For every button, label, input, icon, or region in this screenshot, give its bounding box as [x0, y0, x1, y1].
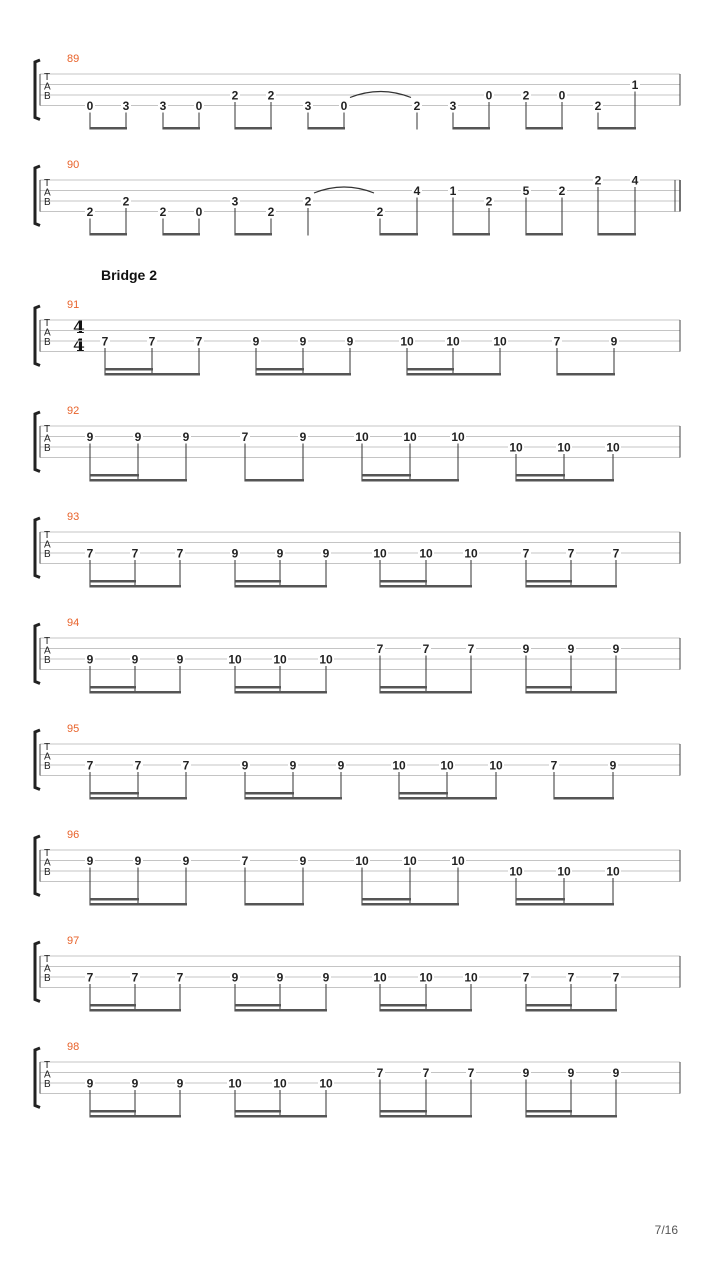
fret-number: 2	[159, 205, 167, 219]
beam	[245, 797, 342, 800]
time-signature-top: 4	[73, 318, 85, 338]
beam	[90, 797, 187, 800]
fret-number: 9	[289, 758, 297, 773]
fret-number: 9	[522, 642, 530, 656]
fret-number: 10	[451, 430, 465, 444]
fret-number: 10	[355, 854, 369, 868]
fret-number: 7	[148, 334, 156, 349]
fret-number: 2	[376, 205, 384, 219]
beam	[245, 479, 304, 482]
system-bracket	[35, 166, 40, 226]
fret-number: 7	[376, 642, 384, 656]
fret-number: 9	[299, 430, 307, 444]
tab-letter: A	[44, 1069, 51, 1081]
beam-secondary	[526, 580, 572, 583]
system-bracket	[35, 836, 40, 896]
beam-secondary	[526, 1004, 572, 1007]
fret-number: 9	[567, 1066, 575, 1080]
fret-number: 7	[467, 642, 475, 656]
fret-number: 2	[86, 205, 94, 219]
beam	[235, 585, 327, 588]
time-signature-bottom: 4	[73, 336, 85, 356]
fret-number: 10	[489, 758, 503, 773]
measure-number: 90	[67, 159, 80, 171]
tab-system-89	[35, 53, 680, 130]
beam	[526, 1009, 617, 1012]
fret-number: 9	[231, 546, 239, 561]
section-label: Bridge 2	[101, 267, 158, 283]
fret-number: 7	[612, 970, 620, 985]
tab-letter: B	[44, 91, 51, 102]
beam	[90, 127, 127, 130]
fret-number: 5	[522, 184, 530, 198]
fret-number: 0	[340, 99, 348, 113]
fret-number: 2	[231, 88, 239, 103]
tab-letter: A	[44, 963, 51, 975]
fret-number: 9	[134, 430, 142, 444]
fret-number: 9	[322, 546, 330, 561]
fret-number: 10	[419, 546, 433, 561]
beam	[90, 903, 187, 906]
measure-number: 97	[67, 935, 80, 947]
fret-number: 9	[337, 758, 345, 773]
fret-number: 9	[609, 758, 617, 773]
beam	[90, 479, 187, 482]
fret-number: 7	[131, 970, 139, 985]
fret-number: 2	[522, 88, 530, 103]
fret-number: 9	[176, 1076, 184, 1091]
measure-number: 98	[67, 1041, 80, 1053]
fret-number: 10	[273, 652, 287, 667]
fret-number: 3	[231, 194, 239, 209]
fret-number: 10	[557, 864, 571, 879]
tab-letter: A	[44, 327, 51, 339]
measure-number: 96	[67, 829, 80, 841]
fret-number: 9	[299, 854, 307, 868]
beam-secondary	[235, 686, 281, 689]
fret-number: 9	[86, 652, 94, 667]
beam	[362, 903, 459, 906]
beam	[235, 233, 272, 236]
fret-number: 10	[373, 546, 387, 561]
beam	[526, 585, 617, 588]
fret-number: 4	[631, 173, 639, 188]
tab-letter: B	[44, 1079, 51, 1090]
fret-number: 9	[134, 854, 142, 868]
fret-number: 3	[122, 99, 130, 113]
beam-secondary	[90, 474, 139, 477]
beam	[235, 1115, 327, 1118]
fret-number: 10	[403, 430, 417, 444]
fret-number: 7	[567, 546, 575, 561]
fret-number: 4	[413, 184, 421, 198]
fret-number: 10	[606, 440, 620, 455]
page-number: 7/16	[654, 1223, 678, 1237]
beam-secondary	[90, 898, 139, 901]
tab-letter: T	[44, 742, 51, 753]
tab-system-95	[35, 723, 680, 800]
fret-number: 9	[252, 334, 260, 349]
beam	[308, 127, 345, 130]
fret-number: 10	[509, 440, 523, 455]
fret-number: 10	[392, 758, 406, 773]
beam-secondary	[362, 474, 411, 477]
fret-number: 2	[304, 194, 312, 209]
fret-number: 7	[86, 970, 94, 985]
beam	[235, 691, 327, 694]
fret-number: 7	[567, 970, 575, 985]
beam	[453, 233, 490, 236]
fret-number: 9	[322, 970, 330, 985]
tab-letter: T	[44, 848, 51, 859]
beam	[526, 127, 563, 130]
beam-secondary	[90, 792, 139, 795]
fret-number: 2	[594, 173, 602, 188]
fret-number: 0	[195, 99, 203, 113]
beam-secondary	[105, 368, 153, 371]
fret-number: 2	[122, 194, 130, 209]
fret-number: 7	[182, 758, 190, 773]
fret-number: 10	[440, 758, 454, 773]
tab-letter: T	[44, 424, 51, 435]
fret-number: 2	[558, 184, 566, 198]
tab-letter: B	[44, 337, 51, 348]
tab-letter: A	[44, 539, 51, 551]
tab-letter: T	[44, 318, 51, 329]
beam	[526, 1115, 617, 1118]
fret-number: 9	[231, 970, 239, 985]
beam	[526, 691, 617, 694]
fret-number: 1	[449, 184, 457, 198]
fret-number: 10	[273, 1076, 287, 1091]
fret-number: 3	[449, 99, 457, 113]
time-signature	[73, 318, 85, 356]
measure-number: 94	[67, 617, 80, 629]
measure-number: 91	[67, 299, 80, 311]
beam-secondary	[516, 474, 565, 477]
beam-secondary	[235, 1110, 281, 1113]
fret-number: 9	[182, 430, 190, 444]
fret-number: 9	[131, 652, 139, 667]
beam	[557, 373, 615, 376]
fret-number: 7	[422, 1066, 430, 1080]
fret-number: 0	[195, 205, 203, 219]
beam-secondary	[235, 1004, 281, 1007]
tab-letter: B	[44, 197, 51, 208]
fret-number: 9	[176, 652, 184, 667]
measure-number: 95	[67, 723, 80, 735]
fret-number: 7	[176, 546, 184, 561]
beam	[163, 233, 200, 236]
system-bracket	[35, 624, 40, 684]
beam-secondary	[256, 368, 304, 371]
tab-system-90	[35, 159, 680, 236]
fret-number: 9	[276, 546, 284, 561]
fret-number: 7	[101, 334, 109, 349]
tab-letter: A	[44, 857, 51, 869]
fret-number: 9	[86, 430, 94, 444]
fret-number: 9	[522, 1066, 530, 1080]
beam	[598, 127, 636, 130]
beam-secondary	[90, 1004, 136, 1007]
fret-number: 10	[319, 1076, 333, 1091]
fret-number: 9	[346, 334, 354, 349]
beam	[235, 1009, 327, 1012]
beam	[598, 233, 636, 236]
tab-system-97	[35, 935, 680, 1012]
fret-number: 7	[612, 546, 620, 561]
fret-number: 10	[606, 864, 620, 879]
fret-number: 2	[267, 205, 275, 219]
fret-number: 9	[612, 1066, 620, 1080]
fret-number: 9	[182, 854, 190, 868]
tab-letter: B	[44, 549, 51, 560]
beam	[90, 233, 127, 236]
beam	[516, 479, 614, 482]
system-bracket	[35, 730, 40, 790]
beam-secondary	[380, 1004, 427, 1007]
fret-number: 9	[131, 1076, 139, 1091]
tab-letter: A	[44, 187, 51, 199]
fret-number: 7	[553, 334, 561, 349]
beam	[90, 1115, 181, 1118]
fret-number: 7	[131, 546, 139, 561]
tab-system-93	[35, 511, 680, 588]
beam	[90, 1009, 181, 1012]
system-bracket	[35, 942, 40, 1002]
beam	[380, 585, 472, 588]
fret-number: 10	[464, 970, 478, 985]
beam-secondary	[90, 1110, 136, 1113]
fret-number: 9	[276, 970, 284, 985]
tab-letter: A	[44, 751, 51, 763]
beam-secondary	[362, 898, 411, 901]
tab-letter: T	[44, 1060, 51, 1071]
beam-secondary	[245, 792, 294, 795]
beam-secondary	[235, 580, 281, 583]
beam	[554, 797, 614, 800]
fret-number: 0	[86, 99, 94, 113]
fret-number: 7	[522, 546, 530, 561]
fret-number: 9	[86, 854, 94, 868]
beam-secondary	[516, 898, 565, 901]
beam-secondary	[407, 368, 454, 371]
fret-number: 10	[373, 970, 387, 985]
fret-number: 9	[610, 334, 618, 349]
tab-letter: B	[44, 655, 51, 666]
fret-number: 7	[241, 430, 249, 444]
fret-number: 10	[451, 854, 465, 868]
system-bracket	[35, 518, 40, 578]
fret-number: 9	[86, 1076, 94, 1091]
fret-number: 9	[241, 758, 249, 773]
fret-number: 10	[400, 334, 414, 349]
beam	[380, 691, 472, 694]
tab-letter: T	[44, 72, 51, 83]
beam	[526, 233, 563, 236]
fret-number: 7	[522, 970, 530, 985]
beam-secondary	[380, 686, 427, 689]
tab-letter: B	[44, 443, 51, 454]
beam	[235, 127, 272, 130]
beam	[245, 903, 304, 906]
beam	[362, 479, 459, 482]
system-bracket	[35, 60, 40, 120]
fret-number: 2	[594, 99, 602, 113]
fret-number: 10	[403, 854, 417, 868]
fret-number: 10	[355, 430, 369, 444]
beam	[453, 127, 490, 130]
fret-number: 10	[464, 546, 478, 561]
beam-secondary	[380, 580, 427, 583]
fret-number: 10	[493, 334, 507, 349]
beam-secondary	[526, 686, 572, 689]
fret-number: 9	[567, 642, 575, 656]
fret-number: 7	[86, 758, 94, 773]
beam	[90, 691, 181, 694]
fret-number: 2	[485, 194, 493, 209]
tab-letter: T	[44, 636, 51, 647]
beam	[163, 127, 200, 130]
tab-letter: T	[44, 530, 51, 541]
system-bracket	[35, 1048, 40, 1108]
tab-letter: T	[44, 954, 51, 965]
fret-number: 2	[413, 99, 421, 113]
beam-secondary	[526, 1110, 572, 1113]
beam	[380, 1115, 472, 1118]
fret-number: 3	[304, 99, 312, 113]
fret-number: 9	[299, 334, 307, 349]
fret-number: 10	[509, 864, 523, 879]
tab-system-98	[35, 1041, 680, 1118]
fret-number: 7	[241, 854, 249, 868]
beam	[380, 233, 418, 236]
fret-number: 10	[446, 334, 460, 349]
tab-letter: A	[44, 645, 51, 657]
fret-number: 10	[228, 652, 242, 667]
fret-number: 0	[485, 88, 493, 103]
tab-letter: T	[44, 178, 51, 189]
beam-secondary	[399, 792, 448, 795]
fret-number: 7	[134, 758, 142, 773]
beam	[380, 1009, 472, 1012]
beam	[516, 903, 614, 906]
beam-secondary	[380, 1110, 427, 1113]
tab-letter: B	[44, 867, 51, 878]
beam-secondary	[90, 686, 136, 689]
fret-number: 7	[467, 1066, 475, 1080]
fret-number: 0	[558, 88, 566, 103]
fret-number: 7	[422, 642, 430, 656]
measure-number: 93	[67, 511, 80, 523]
fret-number: 10	[228, 1076, 242, 1091]
fret-number: 10	[319, 652, 333, 667]
fret-number: 7	[195, 334, 203, 349]
tab-system-92	[35, 405, 680, 482]
fret-number: 1	[631, 78, 639, 92]
fret-number: 7	[86, 546, 94, 561]
beam	[256, 373, 351, 376]
tab-letter: B	[44, 973, 51, 984]
measure-number: 89	[67, 53, 80, 65]
beam	[105, 373, 200, 376]
fret-number: 3	[159, 99, 167, 113]
fret-number: 7	[550, 758, 558, 773]
fret-number: 2	[267, 88, 275, 103]
fret-number: 7	[376, 1066, 384, 1080]
fret-number: 10	[419, 970, 433, 985]
tab-letter: A	[44, 433, 51, 445]
tab-system-96	[35, 829, 680, 906]
tab-letter: B	[44, 761, 51, 772]
tab-system-94	[35, 617, 680, 694]
fret-number: 9	[612, 642, 620, 656]
system-bracket	[35, 306, 40, 366]
tab-letter: A	[44, 81, 51, 93]
beam-secondary	[90, 580, 136, 583]
beam	[90, 585, 181, 588]
fret-number: 7	[176, 970, 184, 985]
fret-number: 10	[557, 440, 571, 455]
system-bracket	[35, 412, 40, 472]
measure-number: 92	[67, 405, 80, 417]
beam	[399, 797, 497, 800]
tab-system-91	[35, 299, 680, 376]
beam	[407, 373, 501, 376]
